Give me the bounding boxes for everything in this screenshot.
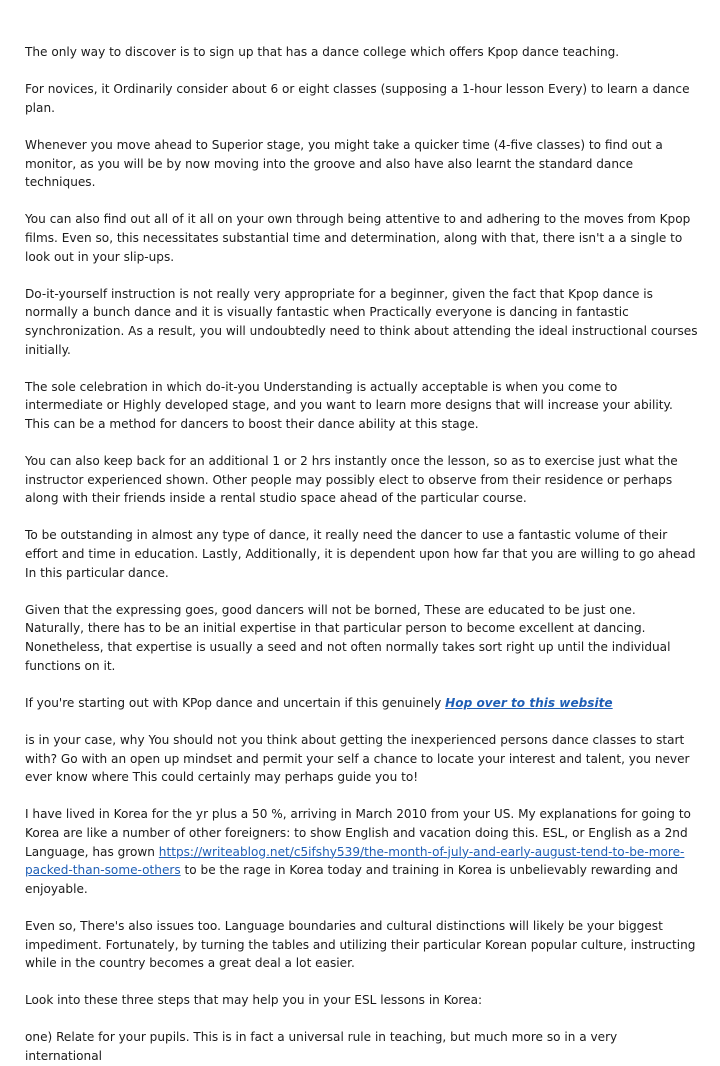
paragraph-13: Even so, There's also issues too. Language boundaries and cultural distinctions will likely be your biggest impediment. Fortunately, by turning the tables and utilizing their particular Korean popular culture, instructing while in the country becomes a great deal a lot easier. bbox=[25, 918, 696, 971]
paragraph-15: one) Relate for your pupils. This is in fact a universal rule in teaching, but much more so in a very international bbox=[25, 1030, 618, 1064]
hop-over-link[interactable]: Hop over to this website bbox=[445, 695, 613, 710]
paragraph-12-text-after: to be the rage in Korea today and training in Korea is unbelievably rewarding and enjoyable. bbox=[25, 863, 678, 896]
paragraph-8: To be outstanding in almost any type of dance, it really need the dancer to use a fantastic volume of their effort and time in education. Lastly, Additionally, it is dependent upon how far that you are willing to go ahead In this particular dance. bbox=[25, 528, 696, 580]
paragraph-10 bbox=[25, 694, 698, 713]
paragraph-10-text: If you're starting out with KPop dance and uncertain if this genuinely bbox=[25, 695, 442, 710]
paragraph-4: You can also find out all of it all on your own through being attentive to and adhering to the moves from Kpop films. Even so, this necessitates substantial time and determination, along with that, there isn't a a single to look out in your slip-ups. bbox=[25, 212, 691, 264]
paragraph-7: You can also keep back for an additional 1 or 2 hrs instantly once the lesson, so as to exercise just what the instructor experienced shown. Other people may possibly elect to observe from their residence or perhaps along with their friends inside a rental studio space ahead of the particular course. bbox=[25, 454, 678, 506]
paragraph-1: The only way to discover is to sign up that has a dance college which offers Kpop dance teaching. bbox=[25, 45, 620, 59]
paragraph-14: Look into these three steps that may help you in your ESL lessons in Korea: bbox=[25, 993, 483, 1008]
paragraph-3: Whenever you move ahead to Superior stage, you might take a quicker time (4-five classes) to find out a monitor, as you will be by now moving into the groove and also have also learnt the standard dance techniques. bbox=[25, 137, 663, 190]
paragraph-6: The sole celebration in which do-it-you Understanding is actually acceptable is when you come to intermediate or Highly developed stage, and you want to learn more designs that will increase your ability. This can be a method for dancers to boost their dance ability at this stage. bbox=[25, 379, 673, 431]
paragraph-9: Given that the expressing goes, good dancers will not be borned, These are educated to be just one. Naturally, there has to be an initial expertise in that particular person to become excellent at dancing. Nonetheless, that expertise is usually a seed and not often normally takes sort right up until the individual functions on it. bbox=[25, 602, 671, 673]
writeablog-link[interactable]: https://writeablog.net/c5ifshy539/the-month-of-july-and-early-august-tend-to-be-more-packed-than-some-others bbox=[25, 844, 685, 878]
paragraph-12 bbox=[25, 805, 698, 898]
paragraph-11: is in your case, why You should not you think about getting the inexperienced persons dance classes to start with? Go with an open up mindset and permit your self a chance to locate your interest and talent, you never ever know where This could certainly may perhaps guide you to! bbox=[25, 732, 690, 785]
paragraph-5: Do-it-yourself instruction is not really very appropriate for a beginner, given the fact that Kpop dance is normally a bunch dance and it is visually fantastic when Practically everyone is dancing in fantastic synchronization. As a result, you will undoubtedly need to think about attending the ideal instructional courses initially. bbox=[25, 286, 698, 357]
paragraph-2: For novices, it Ordinarily consider about 6 or eight classes (supposing a 1-hour lesson Every) to learn a dance plan. bbox=[25, 82, 690, 115]
paragraph-12-text-before: I have lived in Korea for the yr plus a 50 %, arriving in March 2010 from your US. My explanations for going to Korea are like a number of other foreigners: to show English and vacation doing this. ESL, or English as a 2nd Language, has grown bbox=[25, 807, 691, 859]
